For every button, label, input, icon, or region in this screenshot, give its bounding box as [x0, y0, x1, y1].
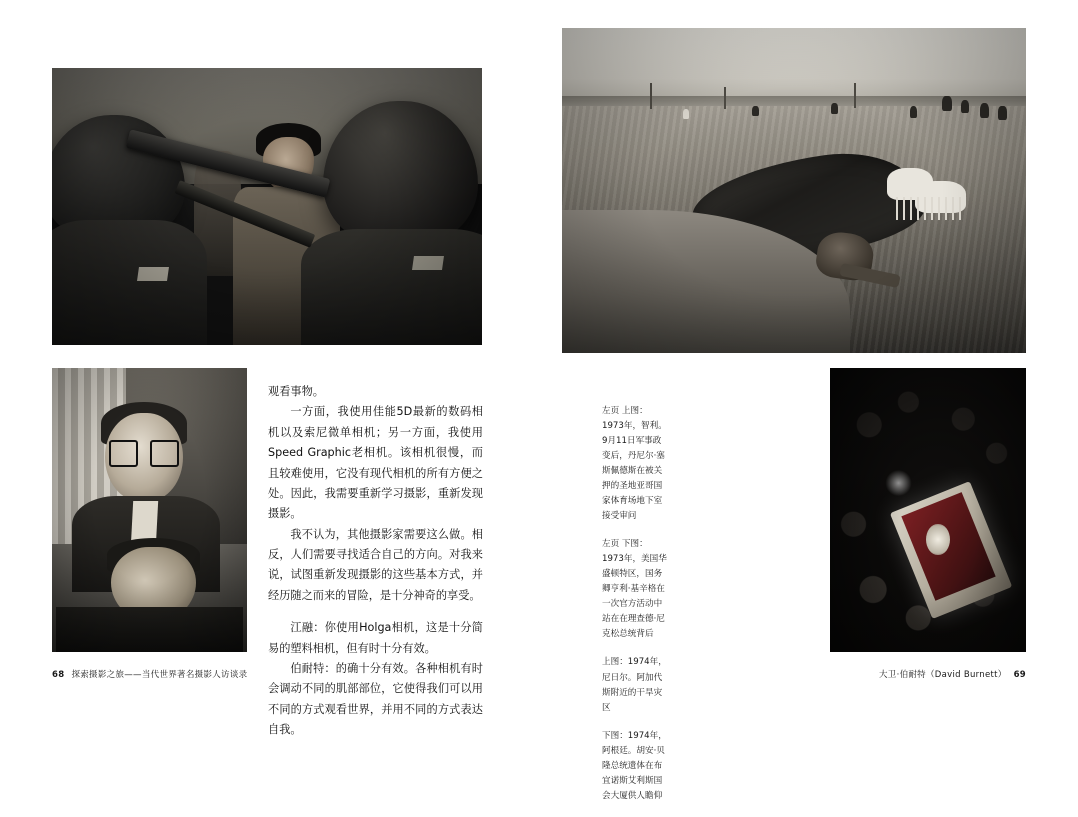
caption-4: 下图：1974年，阿根廷。胡安·贝隆总统遗体在布宜诺斯艾利斯国会大厦供人瞻仰 [602, 730, 667, 801]
paragraph-3: 我不认为，其他摄影家需要这么做。相反，人们需要寻找适合自己的方向。对我来说，试图重新发现摄影的这些基本方式，并经历随之而来的冒险，是十分神奇的享受。 [268, 527, 483, 602]
soldiers-photo [52, 68, 482, 345]
photo-vignette [52, 68, 482, 345]
paragraph-5: 伯耐特：的确十分有效。各种相机有时会调动不同的肌部部位，它使得我们可以用不同的方式观看世界，并用不同的方式表达自我。 [268, 661, 483, 736]
paragraph-2: 一方面，我使用佳能5D最新的数码相机以及索尼微单相机；另一方面，我使用Speed Graphic老相机。该相机很慢，而且较难使用，它没有现代相机的所有方便之处。因此，我需要重新学习摄影，重新发现摄影。 [268, 405, 483, 521]
paragraph-4: 江融：你使用Holga相机，这是十分简易的塑料相机，但有时十分有效。 [268, 621, 483, 655]
caption-1: 左页 上图：1973年，智利。9月11日军事政变后，丹尼尔·塞斯佩德斯在被关押的圣地亚哥国家体育场地下室接受审问 [602, 406, 667, 522]
right-page-number: 69 [1013, 670, 1026, 680]
left-page-footer [52, 668, 247, 680]
landscape-horses-photo [562, 28, 1026, 353]
left-page-number: 68 [52, 670, 65, 680]
funeral-photo [830, 368, 1026, 652]
photo-vignette [562, 28, 1026, 353]
photo-vignette [52, 368, 247, 652]
right-page-footer-title: 大卫·伯耐特（David Burnett） [878, 670, 1007, 680]
paragraph-1: 观看事物。 [268, 385, 324, 398]
kissinger-nixon-photo [52, 368, 247, 652]
caption-2: 左页 下图：1973年，美国华盛顿特区，国务卿亨利·基辛格在一次官方活动中站在在理查德·尼克松总统背后 [602, 539, 667, 640]
left-page-footer-title: 探索摄影之旅——当代世界著名摄影人访谈录 [71, 670, 248, 680]
caption-3: 上图：1974年，尼日尔。阿加代斯附近的干旱灾区 [602, 657, 667, 713]
photo-vignette [830, 368, 1026, 652]
right-page-footer [879, 668, 1026, 680]
left-page-body-text [268, 382, 483, 740]
right-page-captions [602, 404, 668, 817]
